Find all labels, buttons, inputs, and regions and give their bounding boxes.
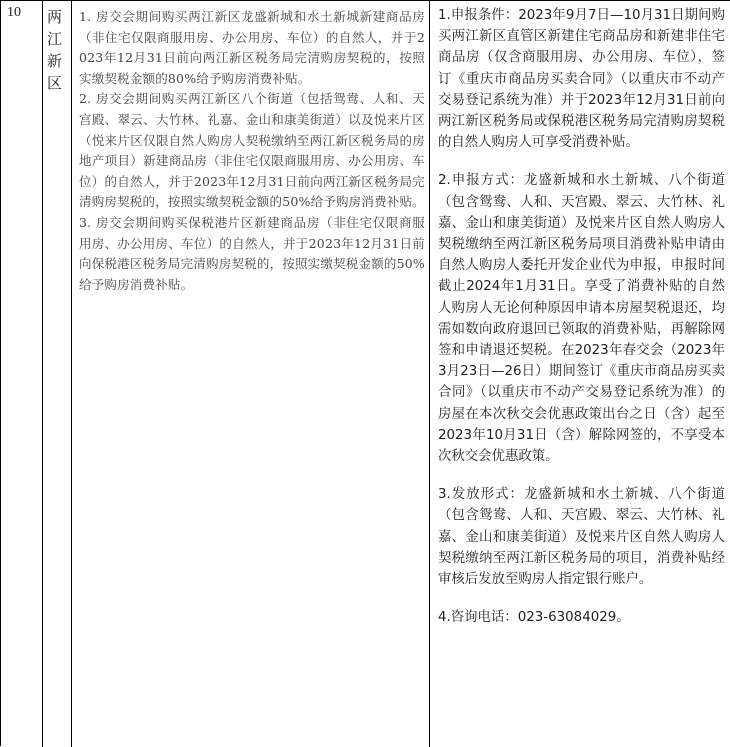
detail-method: 2.申报方式：龙盛新城和水土新城、八个街道（包含鸳鸯、人和、天宫殿、翠云、大竹林、礼嘉、金山和康美街道）及悦来片区自然人购房人契税缴纳至两江新区税务局项目消费补贴申请由自然人购房人委托开发企业代为申报，申报时间截止2024年1月31日。享受了消费补贴的自然人购房人无论何种原因申请本房屋契税退还，均需如数向政府退回已领取的消费补贴，再解除网签和申请退还契税。在2023年春交会（2023年3月23日—26日）期间签订《重庆市商品房买卖合同》（以重庆市不动产交易登记系统为准）的房屋在本次秋交会优惠政策出台之日（含）起至2023年10月31日（含）解除网签的，不享受本次秋交会优惠政策。 [438,173,725,465]
area-name: 两江新区 [47,8,63,92]
policy-item-3: 3. 房交会期间购买保税港片区新建商品房（非住宅仅限商服用房、办公用房、车位）的自然人，并于2023年12月31日前向保税港区税务局完清购房契税的，按照实缴契税金额的50%给予购房消费补贴。 [79,214,425,292]
detail-text [438,5,725,628]
policy-item-2: 2. 房交会期间购买两江新区八个街道（包括鸳鸯、人和、天宫殿、翠云、大竹林、礼嘉、金山和康美街道）以及悦来片区（悦来片区仅限自然人购房人契税缴纳至两江新区税务局的房地产项目）新建商品房（非住宅仅限商服用房、办公用房、车位）的自然人，并于2023年12月31日前向两江新区税务局完清购房契税的，按照实缴契税金额的50%给予购房消费补贴。 [79,91,425,210]
row-number-cell [1,1,43,747]
detail-conditions: 1.申报条件：2023年9月7日—10月31日期间购买两江新区直管区新建住宅商品房和新建非住宅商品房（仅含商服用房、办公用房、车位），签订《重庆市商品房买卖合同》（以重庆市不动产交易登记系统为准）并于2023年12月31日前向两江新区税务局或保税港区税务局完清购房契税的自然人购房人可享受消费补贴。 [438,8,725,151]
detail-cell [430,1,730,747]
detail-contact: 4.咨询电话：023-63084029。 [438,610,630,626]
policy-item-1: 1. 房交会期间购买两江新区龙盛新城和水土新城新建商品房（非住宅仅限商服用房、办公用房、车位）的自然人，并于2023年12月31日前向两江新区税务局完清购房契税的，按照实缴契税金额的80%给予购房消费补贴。 [79,9,425,86]
detail-distribution: 3.发放形式：龙盛新城和水土新城、八个街道（包含鸳鸯、人和、天宫殿、翠云、大竹林、礼嘉、金山和康美街道）及悦来片区自然人购房人契税缴纳至两江新区税务局的项目，消费补贴经审核后发放至购房人指定银行账户。 [438,487,725,588]
policy-cell [72,1,430,747]
row-number: 10 [7,5,21,20]
area-cell [43,1,72,747]
policy-text [79,7,425,295]
